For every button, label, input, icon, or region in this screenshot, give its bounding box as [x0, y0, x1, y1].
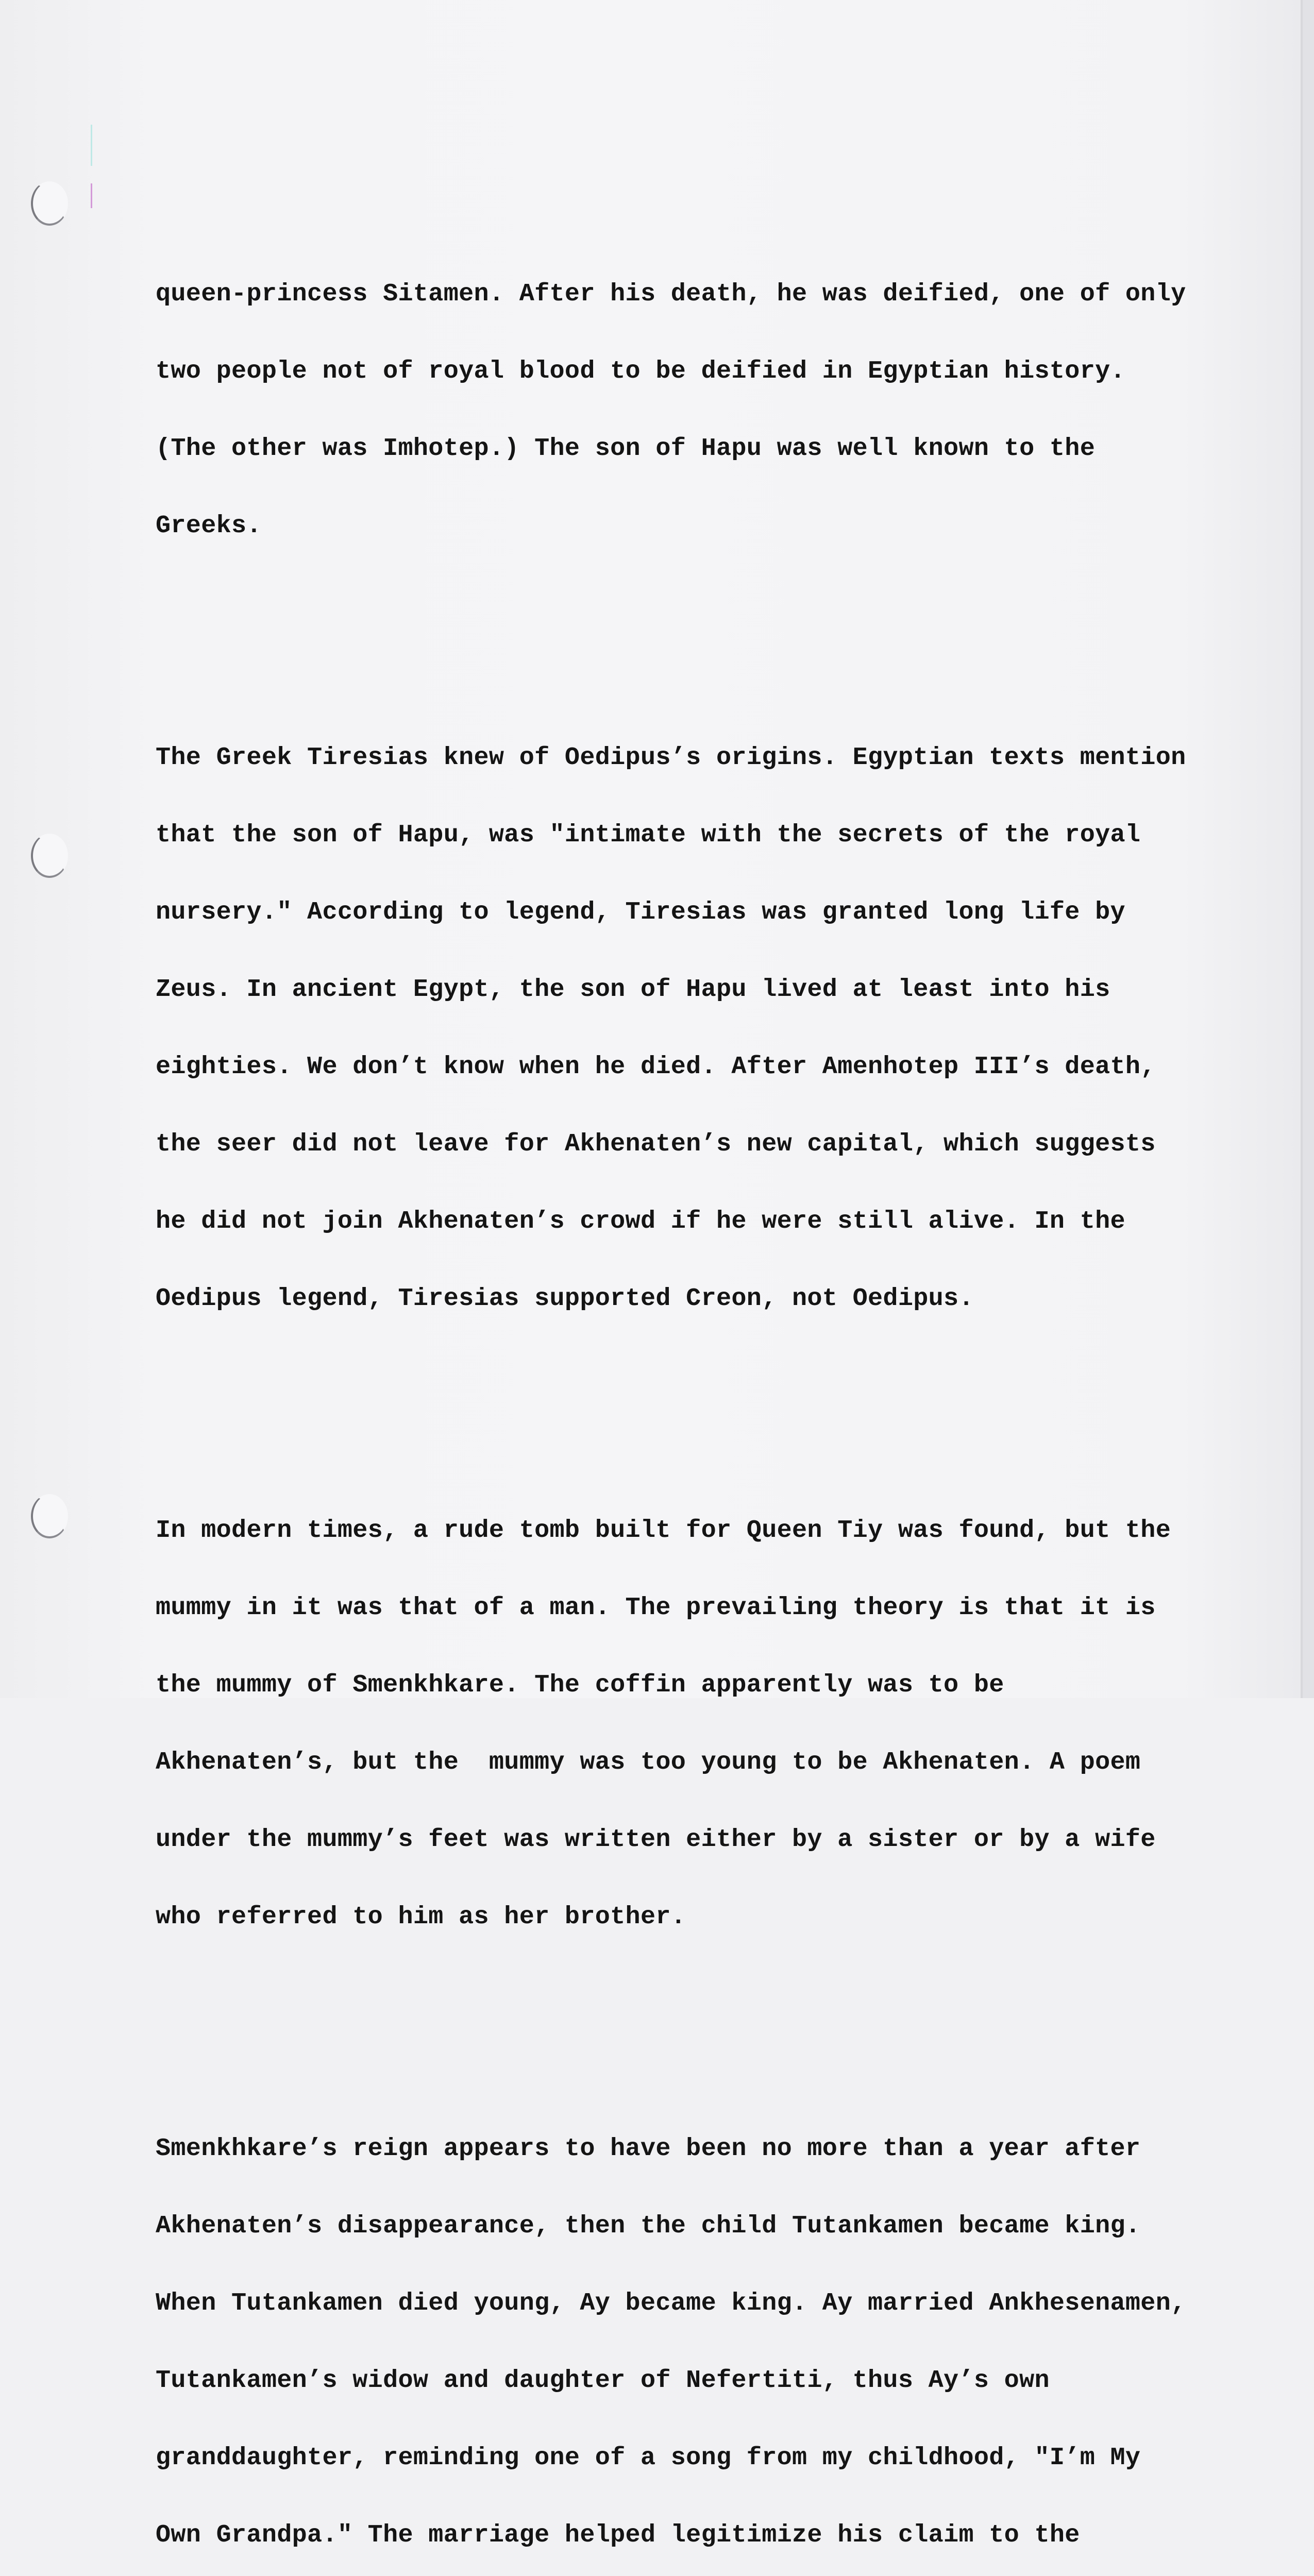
page-edge-line [1301, 0, 1303, 1698]
text-line: he did not join Akhenaten’s crowd if he were still alive. In the [156, 1207, 1125, 1235]
highlighter-mark-cyan [91, 125, 92, 166]
text-line: When Tutankamen died young, Ay became king. Ay married Ankhesenamen, [156, 2289, 1186, 2317]
text-line: (The other was Imhotep.) The son of Hapu was well known to the [156, 434, 1096, 463]
punch-hole-bottom [31, 1494, 68, 1538]
text-line: In modern times, a rude tomb built for Queen Tiy was found, but the [156, 1516, 1171, 1545]
text-line: queen-princess Sitamen. After his death, he was deified, one of only [156, 280, 1186, 308]
paragraph-3 [156, 1466, 1300, 1981]
text-line: mummy in it was that of a man. The prevailing theory is that it is [156, 1594, 1156, 1622]
text-line: the seer did not leave for Akhenaten’s new capital, which suggests [156, 1130, 1156, 1158]
paragraph-1 [156, 230, 1300, 590]
text-line: Own Grandpa." The marriage helped legitimize his claim to the [156, 2521, 1080, 2549]
page-edge-shadow [1303, 0, 1314, 1698]
text-line: Smenkhkare’s reign appears to have been no more than a year after [156, 2134, 1141, 2163]
text-line: Oedipus legend, Tiresias supported Creon, not Oedipus. [156, 1284, 974, 1313]
text-line: Akhenaten’s disappearance, then the child Tutankamen became king. [156, 2212, 1141, 2240]
text-line: who referred to him as her brother. [156, 1903, 686, 1931]
text-line: under the mummy’s feet was written either by a sister or by a wife [156, 1825, 1156, 1854]
text-line: Zeus. In ancient Egypt, the son of Hapu lived at least into his [156, 975, 1110, 1004]
punch-hole-top [31, 181, 68, 226]
punch-hole-middle [31, 834, 68, 878]
typed-text-body [156, 152, 1300, 2576]
paragraph-2 [156, 693, 1300, 1363]
text-line: nursery." According to legend, Tiresias was granted long life by [156, 898, 1125, 926]
text-line: granddaughter, reminding one of a song from my childhood, "I’m My [156, 2444, 1141, 2472]
text-line: two people not of royal blood to be deified in Egyptian history. [156, 357, 1125, 385]
highlighter-mark-magenta [91, 183, 92, 208]
text-line: Akhenaten’s, but the mummy was too young to be Akhenaten. A poem [156, 1748, 1141, 1776]
text-line: that the son of Hapu, was "intimate with the secrets of the royal [156, 821, 1141, 849]
text-line: the mummy of Smenkhkare. The coffin apparently was to be [156, 1671, 1004, 1699]
paragraph-4 [156, 2084, 1300, 2576]
text-line: eighties. We don’t know when he died. After Amenhotep III’s death, [156, 1053, 1156, 1081]
text-line: The Greek Tiresias knew of Oedipus’s origins. Egyptian texts mention [156, 743, 1186, 772]
text-line: Greeks. [156, 512, 262, 540]
text-line: Tutankamen’s widow and daughter of Nefertiti, thus Ay’s own [156, 2366, 1050, 2395]
